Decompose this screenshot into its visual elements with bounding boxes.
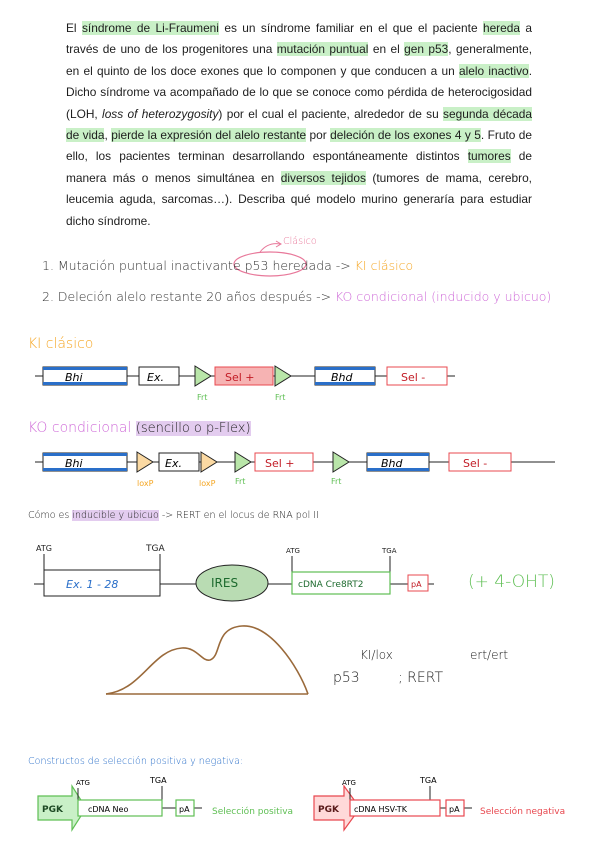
rert-caption <box>28 510 319 521</box>
exon-label: Ex. <box>147 371 164 384</box>
text: -> RERT en el locus de RNA pol II <box>158 510 319 521</box>
highlight-delecion: deleción de los exones 4 y 5 <box>330 128 481 143</box>
constructs-diagram <box>34 774 594 834</box>
mouse-p53: p53 <box>333 670 360 686</box>
text: El <box>66 21 82 35</box>
exon-label: Ex. <box>165 457 182 470</box>
highlight-expresion: pierde la expresión del alelo restante <box>111 128 307 143</box>
loxp-label-2: loxP <box>199 479 216 488</box>
bhi-label: Bhi <box>65 371 83 384</box>
tga-label-2: TGA <box>382 547 397 555</box>
text: es un síndrome familiar en el que el paciente <box>218 21 483 35</box>
highlight-gen: gen p53 <box>404 42 449 57</box>
note-line-1 <box>42 258 413 273</box>
bhi-label: Bhi <box>65 457 83 470</box>
pgk-label-neg: PGK <box>318 805 339 815</box>
highlight-alelo: alelo inactivo <box>458 63 529 78</box>
ko-construct-diagram <box>35 446 555 492</box>
loxp-triangle-2 <box>201 452 217 472</box>
text: . Dicho síndrome va acompañado de lo que se conoce como pérdida de heterocigosidad (LOH, <box>66 63 532 121</box>
atg-label: ATG <box>36 544 52 553</box>
text: a través de uno de los progenitores una <box>66 21 532 57</box>
arrow-text: -> <box>331 258 355 273</box>
frt-label-2: Frt <box>331 477 342 486</box>
pa-label-pos: pA <box>179 805 190 814</box>
highlight-syndrome: síndrome de Li-Fraumeni <box>81 21 219 35</box>
cdna-label-neg: cDNA HSV-TK <box>354 805 407 814</box>
sel-plus-label: Sel + <box>225 371 255 384</box>
ki-title: KI clásico <box>28 336 94 352</box>
exon-label: Ex. 1 - 28 <box>66 578 119 591</box>
tga-label-neg: TGA <box>420 776 437 785</box>
label-pos: Selección positiva <box>212 807 294 817</box>
result-ki: KI clásico <box>354 258 414 273</box>
frt-label-1: Frt <box>235 477 246 486</box>
text: de manera más o menos simultánea en <box>66 149 532 185</box>
sel-minus-label: Sel - <box>401 371 426 384</box>
note-line-2 <box>42 289 551 304</box>
pa-label: pA <box>411 580 422 589</box>
atg-label-neg: ATG <box>342 779 356 787</box>
frt-label-2: Frt <box>275 393 286 402</box>
frt-triangle-2 <box>333 452 349 472</box>
highlight-tumores: tumores <box>467 149 511 164</box>
constructs-title: Constructos de selección positiva y negativa: <box>28 756 244 767</box>
ki-construct-diagram <box>35 360 455 406</box>
mouse-ki-lox: KI/lox <box>360 648 393 662</box>
text: (tumores de mama, cerebro, leucemia aguda, sarcomas…). Describa qué modelo murino generaría para estudiar dicho síndrome. <box>66 170 532 228</box>
mouse-rert: ; RERT <box>398 670 444 686</box>
text: 2. Deleción alelo restante 20 años después -> <box>42 289 336 304</box>
text: , <box>104 128 112 143</box>
ko-title: KO condicional <box>28 420 132 436</box>
result-ko: KO condicional (inducido y ubicuo) <box>335 289 552 304</box>
rert-construct-diagram <box>34 540 454 610</box>
highlight-decada: segunda década de vida <box>66 106 532 143</box>
italic-loh: loss of heterozygosity <box>102 106 219 121</box>
sel-plus-label: Sel + <box>265 457 295 470</box>
ko-title-row <box>28 420 251 436</box>
pa-label-neg: pA <box>449 805 460 814</box>
oht-label: (+ 4-OHT) <box>468 572 555 592</box>
highlight-mutacion: mutación puntual <box>276 42 369 57</box>
ires-label: IRES <box>211 576 239 590</box>
frt-triangle-2 <box>275 366 291 386</box>
tga-label-pos: TGA <box>150 776 167 785</box>
loxp-triangle-1 <box>137 452 153 472</box>
highlight-tejidos: diversos tejidos <box>280 170 366 185</box>
question-paragraph <box>66 18 532 232</box>
sel-minus-label: Sel - <box>463 457 488 470</box>
frt-label-1: Frt <box>197 393 208 402</box>
text: por <box>306 128 331 143</box>
tga-label: TGA <box>146 544 165 554</box>
text: Cómo es <box>28 510 73 521</box>
atg-label-pos: ATG <box>76 779 90 787</box>
cdna-label: cDNA Cre8RT2 <box>298 580 364 590</box>
mouse-ert: ert/ert <box>470 648 509 662</box>
bhd-label: Bhd <box>381 457 403 470</box>
bhd-label: Bhd <box>331 371 353 384</box>
text: en el <box>368 42 405 57</box>
highlight-hereda: hereda <box>482 21 520 35</box>
ko-subtitle: (sencillo o p-Flex) <box>135 421 251 436</box>
atg-label-2: ATG <box>286 547 300 555</box>
clasico-annotation: Clásico <box>283 236 317 247</box>
text: 1. Mutación puntual inactivante p53 <box>42 258 273 273</box>
label-neg: Selección negativa <box>480 807 566 817</box>
loxp-label-1: loxP <box>137 479 154 488</box>
cdna-label-pos: cDNA Neo <box>88 805 129 814</box>
mouse-drawing <box>102 620 322 700</box>
pgk-label-pos: PGK <box>42 805 63 815</box>
frt-triangle-1 <box>195 366 211 386</box>
highlight-inducible: inducible y ubicuo <box>72 510 159 521</box>
text: . Fruto de ello, los pacientes terminan desarrollando espontáneamente distintos <box>66 128 533 164</box>
text: , generalmente, en el quinto de los doce exones que lo componen y que conducen a un <box>66 42 533 78</box>
frt-triangle-1 <box>235 452 251 472</box>
text: ) por el cual el paciente, alrededor de su <box>218 106 444 121</box>
circled-word: heredada <box>272 258 332 273</box>
